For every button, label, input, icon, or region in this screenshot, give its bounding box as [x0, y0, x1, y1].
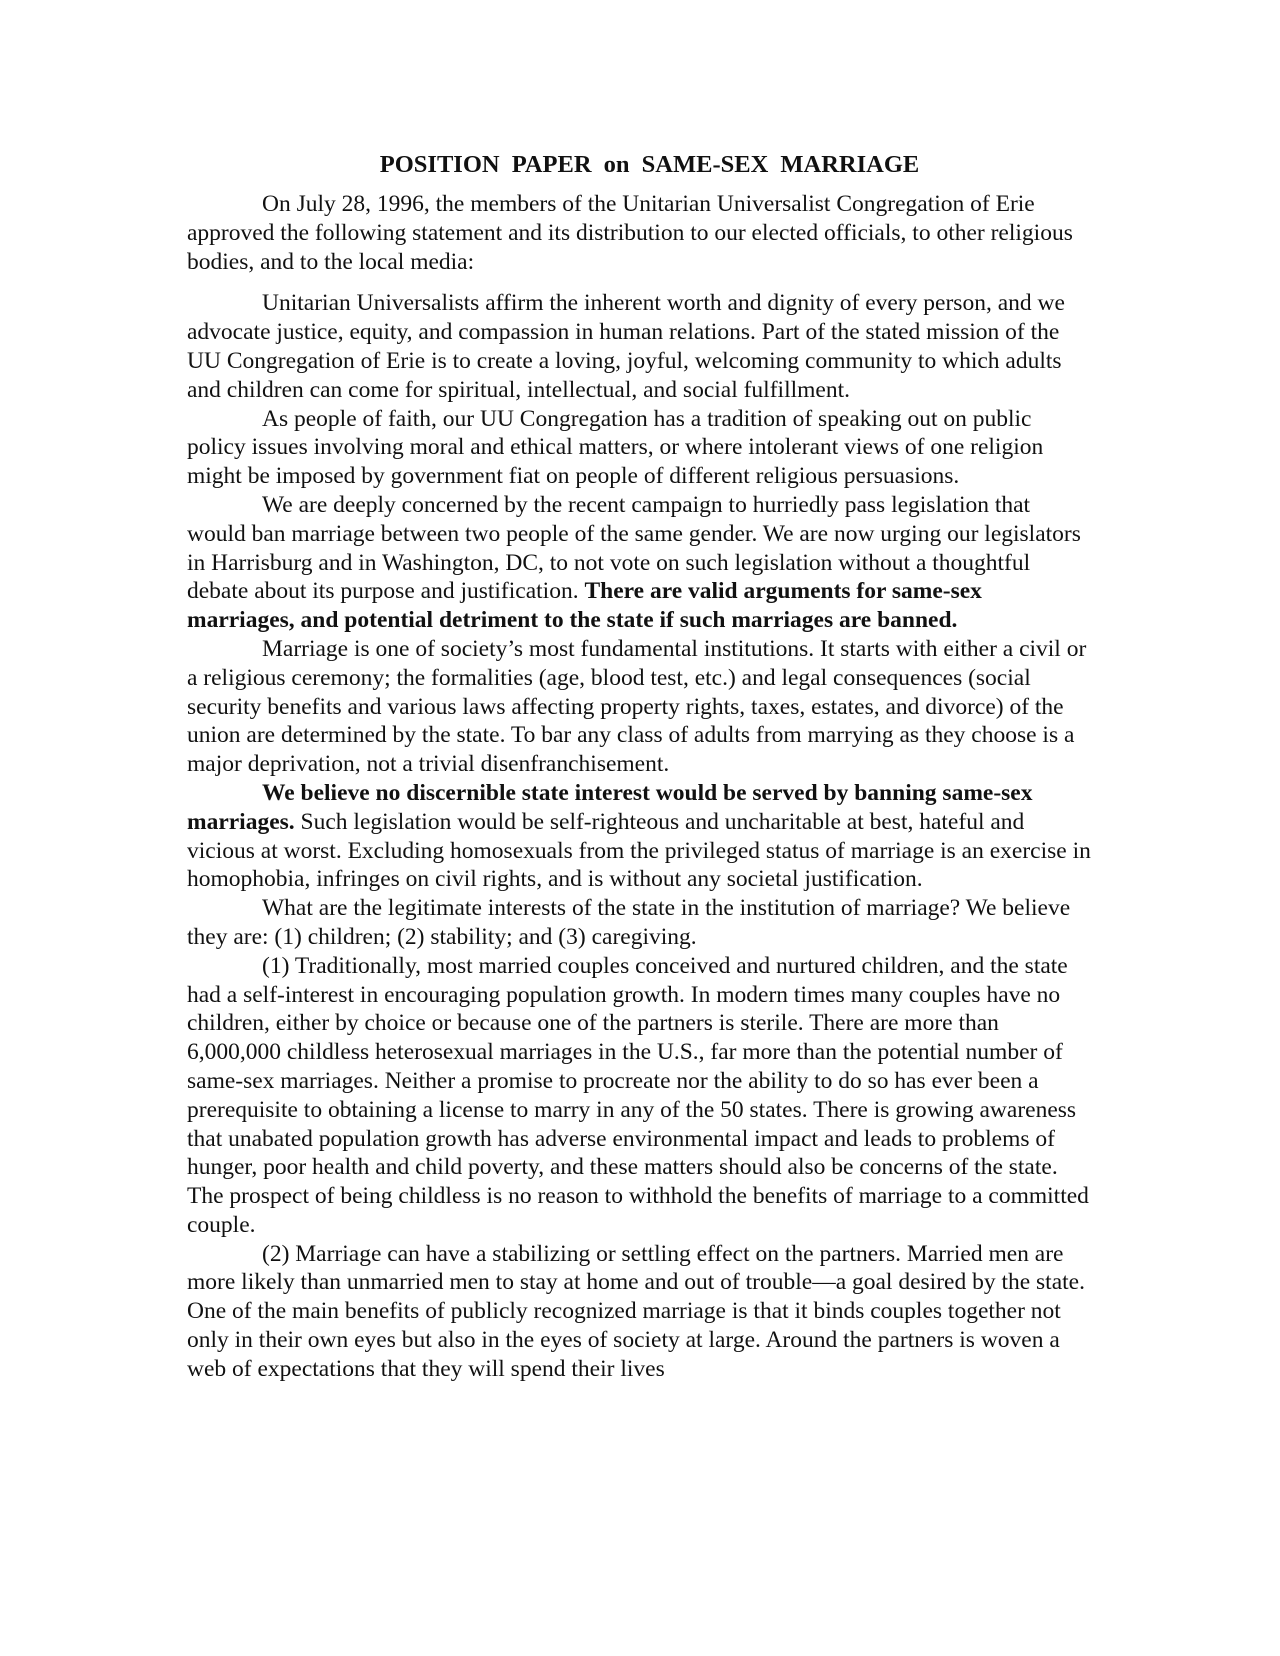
- intro-paragraph: On July 28, 1996, the members of the Unitarian Universalist Congregation of Erie approved the following statement and its distribution to our elected officials, to other religious bodies, and to the local media:: [187, 191, 1073, 275]
- paragraph-stability: [187, 1240, 1092, 1384]
- paragraph-text: Marriage is one of society’s most fundamental institutions. It starts with either a civil or a religious ceremony; the formalities (age, blood test, etc.) and legal consequences (social security benefits and various laws affecting property rights, taxes, estates, and divorce) of the union are determined by the state. To bar any class of adults from marrying as they choose is a major deprivation, not a trivial disenfranchisement.: [187, 635, 1087, 778]
- paragraph-text: What are the legitimate interests of the state in the institution of marriage? We believe they are: (1) children; (2) stability; and (3) caregiving.: [187, 895, 1071, 950]
- paragraph-affirmation: [187, 289, 1092, 404]
- paragraph-tradition: [187, 405, 1092, 491]
- paragraph-bold-lead: We believe no discernible state interest would be served by banning same-sex marriages.: [187, 779, 1033, 835]
- paragraph-bold-statement: There are valid arguments for same-sex marriages, and potential detriment to the state if such marriages are banned.: [187, 578, 982, 634]
- paragraph-concern: [187, 491, 1092, 635]
- paragraph-text: We are deeply concerned by the recent campaign to hurriedly pass legislation that would ban marriage between two people of the same gender. We are now urging our legislators in Harrisburg and in Washington, DC, to not vote on such legislation without a thoughtful debate about its purpose and justification.: [187, 491, 1081, 605]
- paragraph-children: [187, 952, 1092, 1240]
- paragraph-text: Such legislation would be self-righteous and uncharitable at best, hateful and vicious at worst. Excluding homosexuals from the privileged status of marriage is an exercise in homophobia, infringes on civil rights, and is without any societal justification.: [187, 808, 1091, 893]
- paragraph-text: (1) Traditionally, most married couples conceived and nurtured children, and the state had a self-interest in encouraging population growth. In modern times many couples have no children, either by choice or because one of the partners is sterile. There are more than 6,000,000 childless heterosexual marriages in the U.S., far more than the potential number of same-sex marriages. Neither a promise to procreate nor the ability to do so has ever been a prerequisite to obtaining a license to marry in any of the 50 states. There is growing awareness that unabated population growth has adverse environmental impact and leads to problems of hunger, poor health and child poverty, and these matters should also be concerns of the state. The prospect of being childless is no reason to withhold the benefits of marriage to a committed couple.: [187, 952, 1089, 1238]
- paragraph-text: Unitarian Universalists affirm the inherent worth and dignity of every person, and we advocate justice, equity, and compassion in human relations. Part of the stated mission of the UU Congregation of Erie is to create a loving, joyful, welcoming community to which adults and children can come for spiritual, intellectual, and social fulfillment.: [187, 290, 1065, 403]
- paragraph-text: As people of faith, our UU Congregation has a tradition of speaking out on public policy issues involving moral and ethical matters, or where intolerant views of one religion might be imposed by government fiat on people of different religious persuasions.: [187, 405, 1044, 490]
- document-page: [187, 150, 1092, 1384]
- paragraph-text: (2) Marriage can have a stabilizing or settling effect on the partners. Married men are more likely than unmarried men to stay at home and out of trouble—a goal desired by the state. One of the main benefits of publicly recognized marriage is that it binds couples together not only in their own eyes but also in the eyes of society at large. Around the partners is woven a web of expectations that they will spend their lives: [187, 1240, 1085, 1382]
- paragraph-marriage-institution: [187, 635, 1092, 779]
- paragraph-legitimate-interests: [187, 894, 1092, 952]
- paragraph-state-interest: [187, 779, 1092, 894]
- page-title: POSITION PAPER on SAME-SEX MARRIAGE: [379, 151, 920, 178]
